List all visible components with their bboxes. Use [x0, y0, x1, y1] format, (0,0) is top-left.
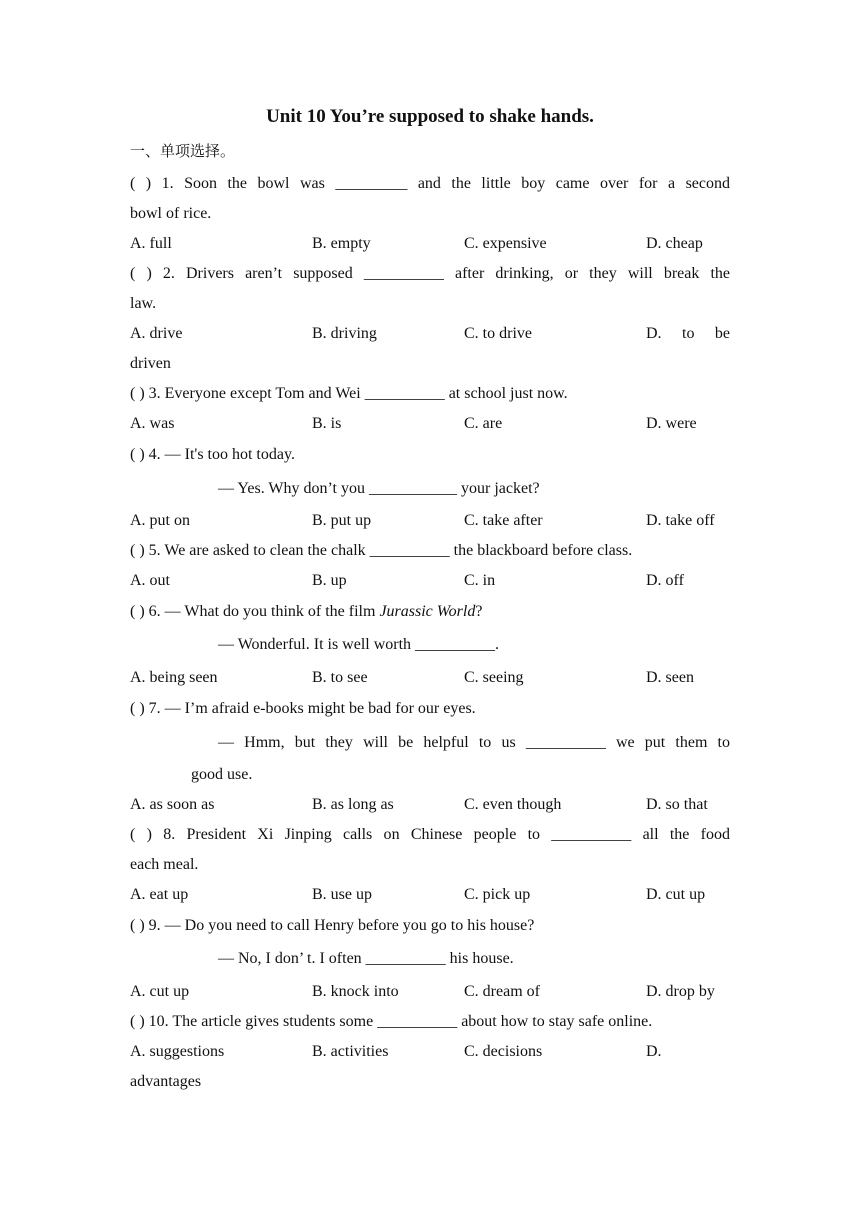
question-7: ( ) 7. — I’m afraid e-books might be bad for our eyes.	[130, 700, 476, 717]
option-c: C. pick up	[464, 886, 531, 903]
option-a: A. full	[130, 235, 172, 252]
question-8: ( ) 8. President Xi Jinping calls on Chinese people to __________ all the food	[130, 826, 730, 843]
option-a: A. cut up	[130, 983, 190, 1000]
question-1: ( ) 1. Soon the bowl was _________ and the little boy came over for a second	[130, 175, 730, 192]
option-a: A. put on	[130, 512, 190, 529]
option-d: D. seen	[646, 669, 694, 686]
option-d: D. to be	[646, 325, 730, 342]
option-a: A. out	[130, 572, 170, 589]
question-5: ( ) 5. We are asked to clean the chalk __________ the blackboard before class.	[130, 542, 633, 559]
question-6-reply: — Wonderful. It is well worth __________.	[218, 636, 500, 653]
option-c: C. are	[464, 415, 503, 432]
option-d: D. off	[646, 572, 684, 589]
question-9-reply: — No, I don’ t. I often __________ his house.	[218, 950, 514, 967]
section-heading: 一、单项选择。	[130, 142, 236, 160]
option-a: A. eat up	[130, 886, 189, 903]
film-title: Jurassic World	[379, 603, 476, 620]
option-c: C. decisions	[464, 1043, 543, 1060]
question-3: ( ) 3. Everyone except Tom and Wei __________ at school just now.	[130, 385, 568, 402]
option-d: D. drop by	[646, 983, 715, 1000]
option-c: C. take after	[464, 512, 543, 529]
option-c: C. to drive	[464, 325, 532, 342]
option-d-cont: driven	[130, 355, 171, 372]
option-b: B. empty	[312, 235, 371, 252]
question-6: ( ) 6. — What do you think of the film Jurassic World?	[130, 603, 483, 620]
option-a: A. as soon as	[130, 796, 215, 813]
question-4-reply: — Yes. Why don’t you ___________ your jacket?	[218, 480, 540, 497]
option-d: D. so that	[646, 796, 708, 813]
option-c: C. expensive	[464, 235, 547, 252]
option-d: D. cheap	[646, 235, 703, 252]
option-b: B. up	[312, 572, 347, 589]
option-d: D. take off	[646, 512, 715, 529]
option-b: B. put up	[312, 512, 372, 529]
question-7-reply-cont: good use.	[191, 766, 253, 783]
option-b: B. as long as	[312, 796, 394, 813]
option-c: C. seeing	[464, 669, 524, 686]
option-b: B. is	[312, 415, 342, 432]
question-7-reply: — Hmm, but they will be helpful to us __________ we put them to	[218, 734, 730, 751]
option-d: D. cut up	[646, 886, 706, 903]
option-b: B. activities	[312, 1043, 389, 1060]
question-4: ( ) 4. — It's too hot today.	[130, 446, 295, 463]
option-b: B. use up	[312, 886, 372, 903]
question-2-cont: law.	[130, 295, 157, 312]
option-d: D.	[646, 1043, 662, 1060]
option-b: B. knock into	[312, 983, 399, 1000]
option-b: B. to see	[312, 669, 368, 686]
option-a: A. suggestions	[130, 1043, 225, 1060]
option-a: A. was	[130, 415, 175, 432]
option-a: A. being seen	[130, 669, 218, 686]
option-d-cont: advantages	[130, 1073, 202, 1090]
option-a: A. drive	[130, 325, 183, 342]
page-title: Unit 10 You’re supposed to shake hands.	[266, 106, 594, 127]
option-c: C. even though	[464, 796, 562, 813]
option-d: D. were	[646, 415, 697, 432]
option-b: B. driving	[312, 325, 377, 342]
option-c: C. dream of	[464, 983, 540, 1000]
option-c: C. in	[464, 572, 496, 589]
question-1-cont: bowl of rice.	[130, 205, 212, 222]
question-10: ( ) 10. The article gives students some __________ about how to stay safe online.	[130, 1013, 653, 1030]
question-2: ( ) 2. Drivers aren’t supposed __________ after drinking, or they will break the	[130, 265, 730, 282]
question-9: ( ) 9. — Do you need to call Henry before you go to his house?	[130, 917, 535, 934]
question-8-cont: each meal.	[130, 856, 199, 873]
